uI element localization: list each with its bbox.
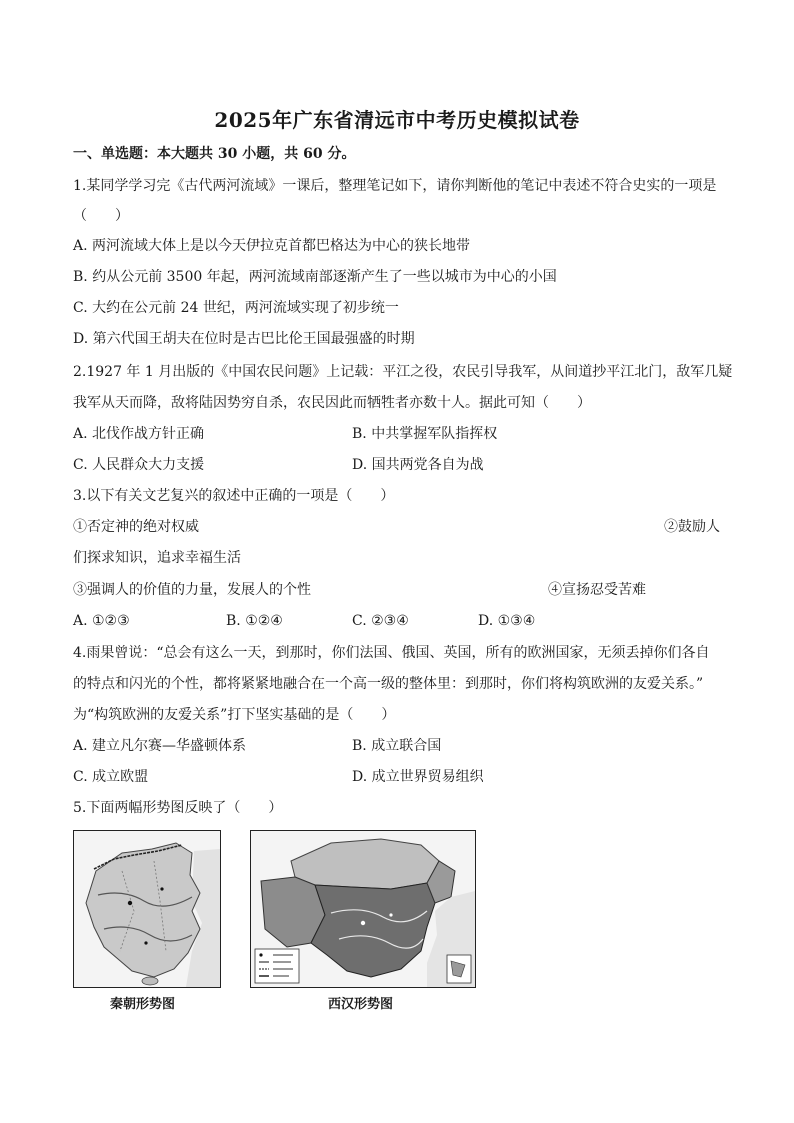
page-title: 2025年广东省清远市中考历史模拟试卷 bbox=[214, 108, 580, 132]
q3-option-a: A. ①②③ bbox=[73, 613, 130, 629]
q3-option-c: C. ②③④ bbox=[352, 613, 409, 629]
q1-option-a: A. 两河流域大体上是以今天伊拉克首都巴格达为中心的狭长地带 bbox=[73, 238, 471, 254]
q1-option-d: D. 第六代国王胡夫在位时是古巴比伦王国最强盛的时期 bbox=[73, 331, 415, 347]
q3-item-2-start: ②鼓励人 bbox=[664, 519, 720, 535]
q4-option-b: B. 成立联合国 bbox=[352, 738, 442, 754]
q2-stem-line1: 2.1927 年 1 月出版的《中国农民问题》上记载：平江之役，农民引导我军，从间道抄平江北门，敌军几疑 bbox=[73, 364, 733, 380]
q2-option-b: B. 中共掌握军队指挥权 bbox=[352, 426, 498, 442]
q4-stem-line2: 的特点和闪光的个性，都将紧紧地融合在一个高一级的整体里：到那时，你们将构筑欧洲的友爱关系。” bbox=[73, 676, 704, 692]
q3-item-4: ④宣扬忍受苦难 bbox=[548, 582, 646, 598]
q4-option-c: C. 成立欧盟 bbox=[73, 769, 149, 785]
q4-option-a: A. 建立凡尔赛—华盛顿体系 bbox=[73, 738, 247, 754]
qin-map-drawing bbox=[74, 831, 220, 987]
q2-stem-line2: 我军从天而降，敌将陆因势穷自杀，农民因此而牺牲者亦数十人。据此可知（ ） bbox=[73, 395, 591, 411]
western-han-map bbox=[250, 830, 476, 988]
q3-item-2-end: 们探求知识，追求幸福生活 bbox=[73, 550, 241, 566]
q5-stem: 5.下面两幅形势图反映了（ ） bbox=[73, 800, 283, 816]
qin-map-caption: 秦朝形势图 bbox=[110, 997, 176, 1012]
q3-stem: 3.以下有关文艺复兴的叙述中正确的一项是（ ） bbox=[73, 488, 395, 504]
q2-option-a: A. 北伐作战方针正确 bbox=[73, 426, 205, 442]
q3-item-1: ①否定神的绝对权威 bbox=[73, 519, 199, 535]
q3-option-d: D. ①③④ bbox=[478, 613, 536, 629]
q4-stem-line1: 4.雨果曾说：“总会有这么一天，到那时，你们法国、俄国、英国，所有的欧洲国家，无须丢掉你们各自 bbox=[73, 645, 710, 661]
q1-answer-bracket: （ ） bbox=[73, 208, 129, 224]
q4-option-d: D. 成立世界贸易组织 bbox=[352, 769, 484, 785]
western-han-map-caption: 西汉形势图 bbox=[328, 997, 394, 1012]
q1-stem: 1.某同学学习完《古代两河流域》一课后，整理笔记如下，请你判断他的笔记中表述不符合史实的一项是 bbox=[73, 178, 717, 194]
western-han-map-drawing bbox=[251, 831, 475, 987]
q2-option-c: C. 人民群众大力支援 bbox=[73, 457, 205, 473]
q1-option-b: B. 约从公元前 3500 年起，两河流域南部逐渐产生了一些以城市为中心的小国 bbox=[73, 269, 557, 285]
q2-option-d: D. 国共两党各自为战 bbox=[352, 457, 484, 473]
section-heading: 一、单选题：本大题共 30 小题，共 60 分。 bbox=[73, 146, 356, 162]
q1-option-c: C. 大约在公元前 24 世纪，两河流域实现了初步统一 bbox=[73, 300, 399, 316]
qin-dynasty-map bbox=[73, 830, 221, 988]
q4-stem-line3: 为“构筑欧洲的友爱关系”打下坚实基础的是（ ） bbox=[73, 707, 396, 723]
q3-item-3: ③强调人的价值的力量，发展人的个性 bbox=[73, 582, 311, 598]
q3-option-b: B. ①②④ bbox=[226, 613, 283, 629]
